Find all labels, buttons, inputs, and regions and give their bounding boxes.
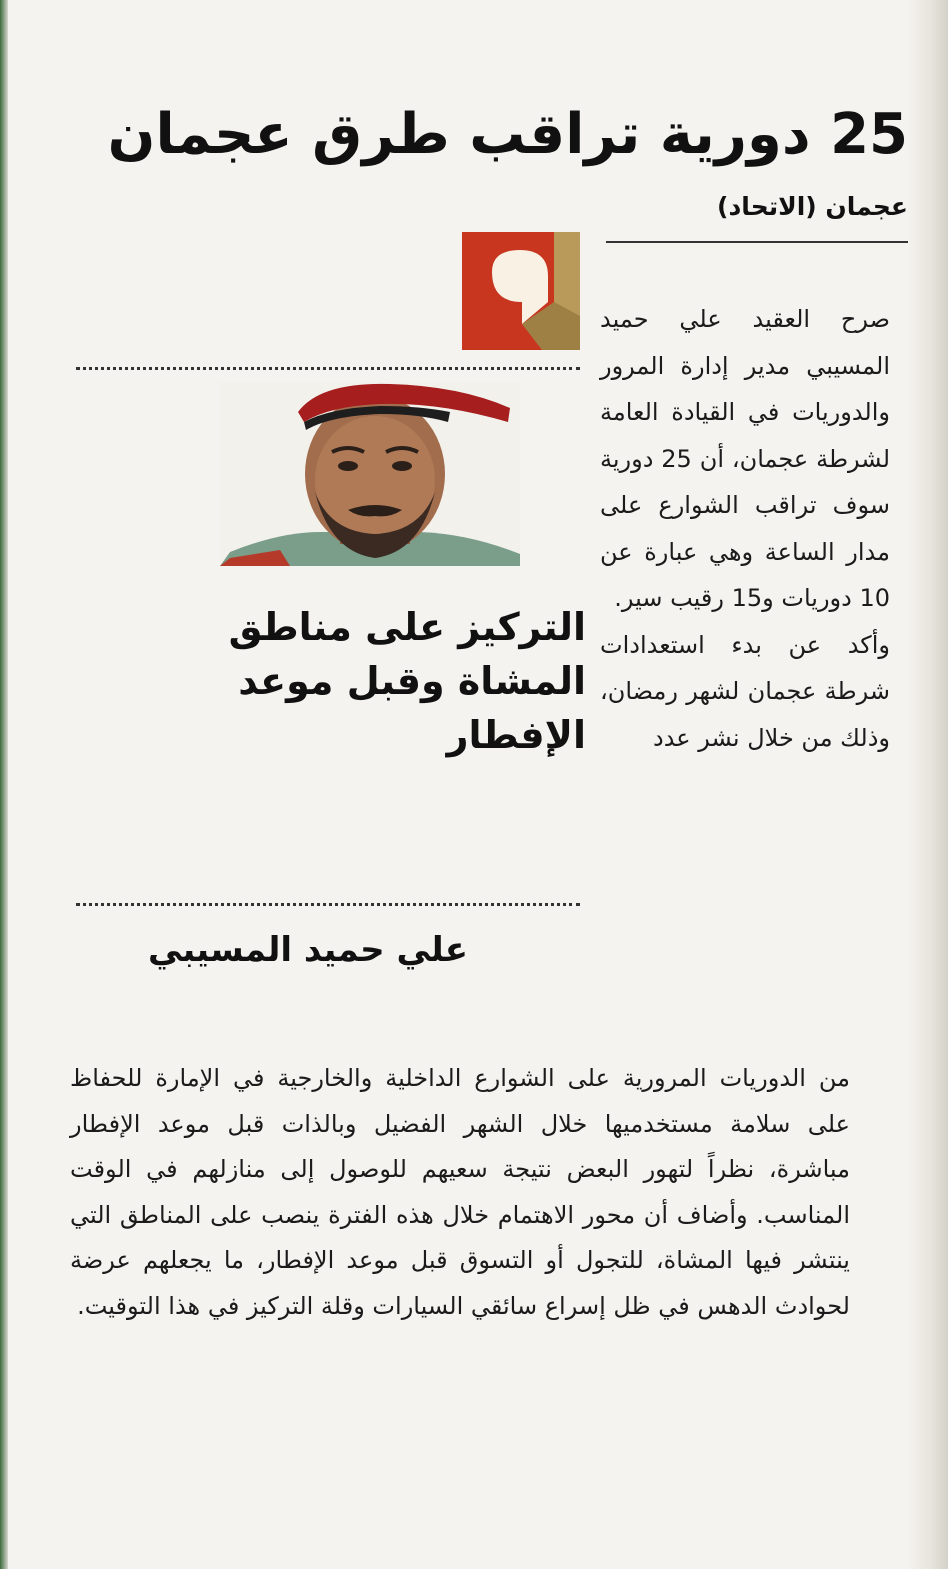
article-paragraph: من الدوريات المرورية على الشوارع الداخلية والخارجية في الإمارة للحفاظ على سلامة مستخدميها خلال الشهر الفضيل وبالذات قبل موعد الإفطار مباشرة، نظراً لتهور البعض نتيجة سعيهم للوصول إلى منازلهم في الوقت المناسب. وأضاف أن محور الاهتمام خلال هذه الفترة ينصب على المناطق التي ينتشر فيها المشاة، للتجول أو التسوق قبل موعد الإفطار، ما يجعلهم عرضة لحوادث الدهس في ظل إسراع سائقي السيارات وقلة التركيز في هذا التوقيت. xyxy=(70,1064,850,1320)
pull-quote: التركيز على مناطق المشاة وقبل موعد الإفطار xyxy=(228,605,586,757)
clipping-left-edge xyxy=(0,0,8,1569)
bleed-through-text xyxy=(60,480,130,562)
clipping-right-edge xyxy=(908,0,948,1569)
byline-name: علي حميد المسيبي xyxy=(148,930,468,970)
article-paragraph: صرح العقيد علي حميد المسيبي مدير إدارة المرور والدوريات في القيادة العامة لشرطة عجمان، أن 25 دورية سوف تراقب الشوارع على مدار الساعة وهي عبارة عن 10 دوريات و15 رقيب سير. xyxy=(600,305,891,612)
article-paragraph: وأكد عن بدء استعدادات شرطة عجمان لشهر رمضان، وذلك من خلال نشر عدد xyxy=(600,630,890,752)
article-headline: 25 دورية تراقب طرق عجمان xyxy=(107,101,908,167)
dotted-divider xyxy=(76,367,580,370)
dateline-divider xyxy=(606,241,908,243)
portrait-photo xyxy=(220,382,520,566)
article-body-wide xyxy=(70,1056,850,1329)
article-body-column xyxy=(600,296,890,761)
dotted-divider xyxy=(76,903,580,906)
newspaper-logo-icon xyxy=(462,232,580,350)
article-dateline: عجمان (الاتحاد) xyxy=(717,192,908,221)
